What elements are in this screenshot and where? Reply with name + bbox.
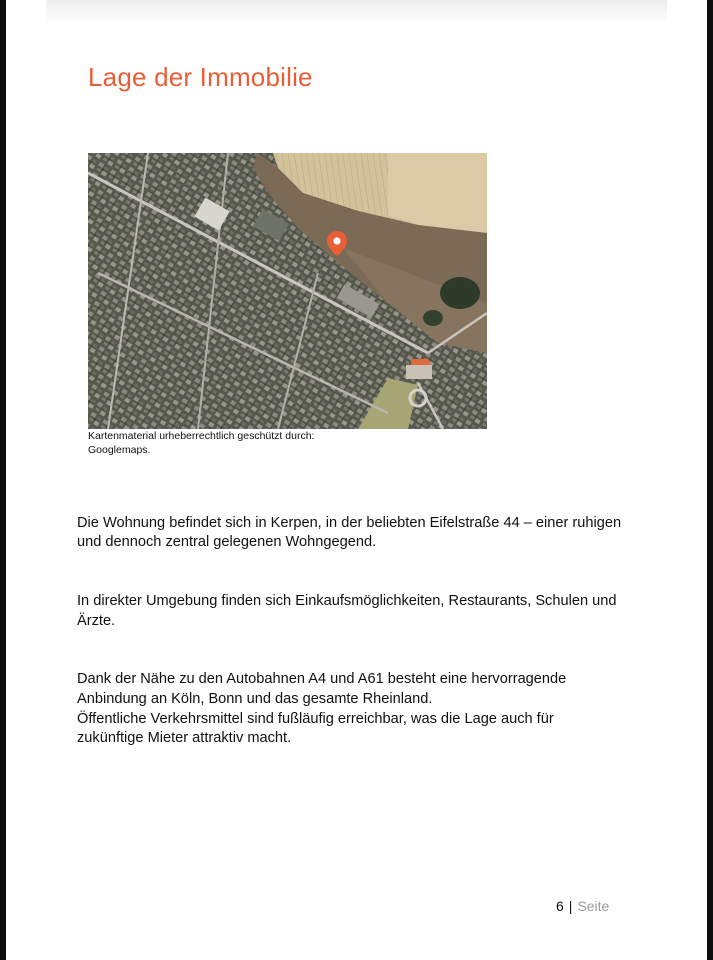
page-footer [556, 898, 609, 914]
paragraph-transport: Dank der Nähe zu den Autobahnen A4 und A61 besteht eine hervorragende Anbindung an Köln, Bonn und das gesamte Rheinland. Öffentliche Verkehrsmittel sind fußläufig erreichbar, was die Lage auch für zukünftige Mieter attraktiv macht. [77, 671, 567, 747]
page-number: 6 [556, 898, 564, 914]
body-text [77, 494, 629, 788]
page-top-shadow [46, 0, 667, 26]
footer-page-label: Seite [577, 898, 610, 914]
map-caption-line: Kartenmaterial urheberrechtlich geschützt durch: [88, 430, 315, 442]
map-caption-line: Googlemaps. [88, 444, 151, 456]
footer-separator: | [568, 898, 573, 914]
document-page [6, 0, 707, 960]
paragraph-surroundings: In direkter Umgebung finden sich Einkaufsmöglichkeiten, Restaurants, Schulen und Ärzte. [77, 592, 617, 629]
map-caption [88, 429, 348, 457]
page-title: Lage der Immobilie [88, 62, 313, 92]
aerial-map-graphic [88, 153, 487, 429]
aerial-map-image [88, 153, 487, 429]
paragraph-location: Die Wohnung befindet sich in Kerpen, in der beliebten Eifelstraße 44 – einer ruhigen und dennoch zentral gelegenen Wohngegend. [77, 514, 622, 551]
